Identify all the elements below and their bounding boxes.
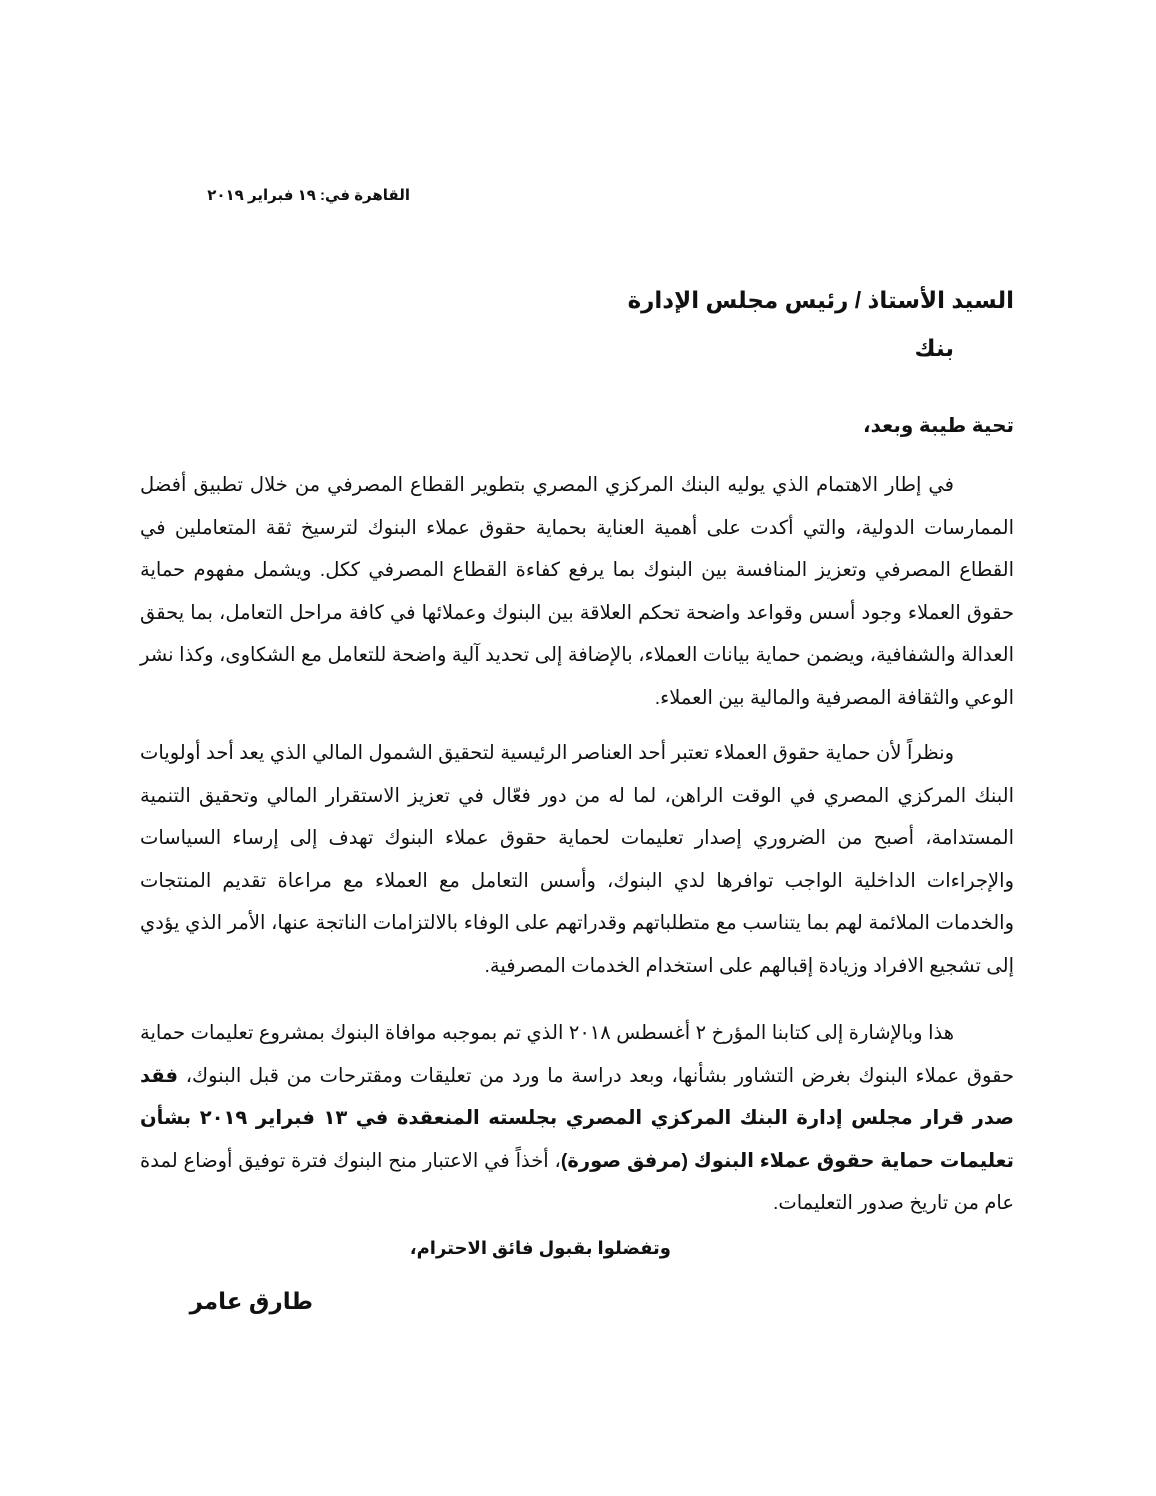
paragraph-2 xyxy=(140,732,1014,987)
greeting: تحية طيبة وبعد، xyxy=(862,415,1014,437)
paragraph-3-decision-bold: فقد صدر قرار مجلس إدارة البنك المركزي المصري بجلسته المنعقدة في ١٣ فبراير ٢٠١٩ بشأن تعليمات حماية حقوق عملاء البنوك (مرفق صورة) xyxy=(140,1064,1014,1172)
paragraph-1 xyxy=(140,464,1014,719)
addressee-title: السيد الأستاذ / رئيس مجلس الإدارة xyxy=(627,287,1014,313)
closing-line: وتفضلوا بقبول فائق الاحترام، xyxy=(409,1238,671,1258)
paragraph-3-intro: هذا وبالإشارة إلى كتابنا المؤرخ ٢ أغسطس ٢٠١٨ الذي تم بموجبه موافاة البنوك بمشروع تعليمات حماية حقوق عملاء البنوك بغرض التشاور بشأنها، وبعد دراسة ما ورد من تعليقات ومقترحات من قبل البنوك، xyxy=(140,1022,1014,1087)
paragraph-2-text: ونظراً لأن حماية حقوق العملاء تعتبر أحد العناصر الرئيسية لتحقيق الشمول المالي الذي يعد أحد أولويات البنك المركزي المصري في الوقت الراهن، لما له من دور فعّال في تعزيز الاستقرار المالي وتحقيق التنمية المستدامة، أصبح من الضروري إصدار تعليمات لحماية حقوق عملاء البنوك تهدف إلى إرساء السياسات والإجراءات الداخلية الواجب توافرها لدي البنوك، وأسس التعامل مع العملاء مع مراعاة تقديم المنتجات والخدمات الملائمة لهم بما يتناسب مع متطلباتهم وقدراتهم على الوفاء بالالتزامات الناتجة عنها، الأمر الذي يؤدي إلى تشجيع الافراد وزيادة إقبالهم على استخدام الخدمات المصرفية. xyxy=(140,742,1014,977)
paragraph-3-text xyxy=(140,1012,1014,1225)
paragraph-1-text: في إطار الاهتمام الذي يوليه البنك المركزي المصري بتطوير القطاع المصرفي من خلال تطبيق أفضل الممارسات الدولية، والتي أكدت على أهمية العناية بحماية حقوق عملاء البنوك لترسيخ ثقة المتعاملين في القطاع المصرفي وتعزيز المنافسة بين البنوك بما يرفع كفاءة القطاع المصرفي ككل. ويشمل مفهوم حماية حقوق العملاء وجود أسس وقواعد واضحة تحكم العلاقة بين البنوك وعملائها في كافة مراحل التعامل، بما يحقق العدالة والشفافية، ويضمن حماية بيانات العملاء، بالإضافة إلى تحديد آلية واضحة للتعامل مع الشكاوى، وكذا نشر الوعي والثقافة المصرفية والمالية بين العملاء. xyxy=(140,474,1014,709)
letter-date: القاهرة في: ١٩ فبراير ٢٠١٩ xyxy=(207,187,410,204)
addressee-block xyxy=(414,276,1014,372)
paragraph-3-outro: ، أخذاً في الاعتبار منح البنوك فترة توفيق أوضاع لمدة عام من تاريخ صدور التعليمات. xyxy=(140,1149,1014,1214)
paragraph-3 xyxy=(140,1012,1014,1225)
signature-name: طارق عامر xyxy=(189,1288,313,1314)
addressee-organization: بنك xyxy=(914,335,954,361)
